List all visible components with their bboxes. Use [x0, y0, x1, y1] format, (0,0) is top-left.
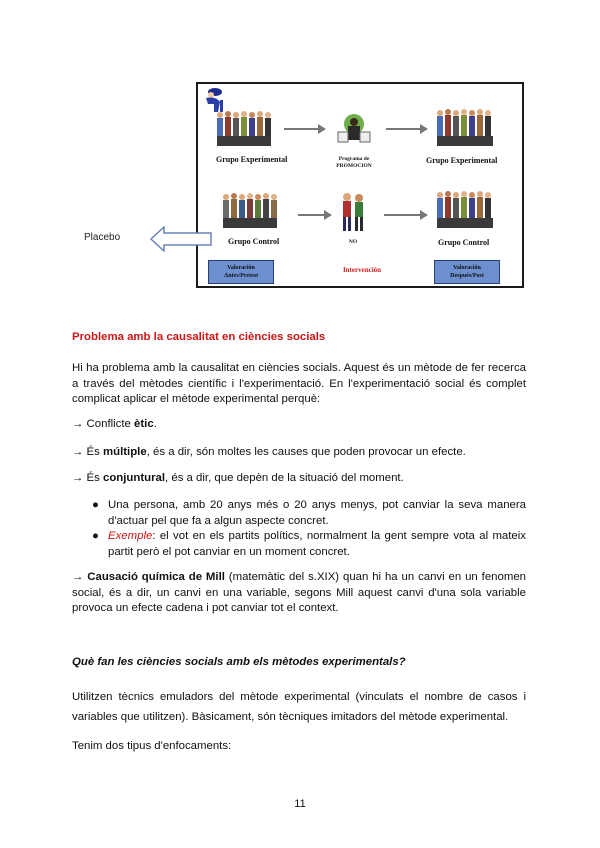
intro-paragraph: Hi ha problema amb la causalitat en ciències socials. Aquest és un mètode de fer recerca a través del mètodes científic i l'experimentació. En l'experimentació social és complet complicat aplicar el mètode experimental perquè:	[72, 362, 526, 405]
item-conjuntural: → És conjuntural, és a dir, que depèn de la situació del moment.	[72, 472, 404, 484]
program-icon	[334, 112, 374, 150]
enfocaments-line: Tenim dos tipus d'enfocaments:	[72, 740, 232, 752]
arrow-left-icon	[150, 226, 212, 252]
experimental-design-figure	[196, 82, 524, 288]
grupo-control-label-left: Grupo Control	[228, 237, 280, 246]
control-group-crowd-right	[434, 190, 498, 234]
programa-label: Programa de PROMOCION	[336, 156, 372, 169]
bullet-list	[92, 498, 526, 560]
section-heading-metodes: Què fan les ciències socials amb els mètodes experimentals?	[72, 656, 406, 668]
grupo-experimental-label-right: Grupo Experimental	[426, 156, 498, 165]
placebo-label: Placebo	[84, 232, 121, 243]
no-label: NO	[348, 239, 358, 245]
arrow-right-icon	[298, 210, 332, 220]
bullet-icon: ●	[92, 530, 99, 542]
grupo-control-label-right: Grupo Control	[438, 238, 490, 247]
valoracion-despues-box: Valoración Después/Post	[434, 260, 500, 284]
two-people-icon	[338, 192, 368, 234]
metodes-paragraph: Utilitzen tècnics emuladors del mètode experimental (vinculats el nombre de casos i variables que utilitzen). Bàsicament, són tècniques imitadors del mètode experimental.	[72, 691, 526, 723]
item-multiple: → És múltiple, és a dir, són moltes les causes que poden provocar un efecte.	[72, 446, 466, 458]
arrow-right-icon	[284, 124, 326, 134]
section-heading-causalitat: Problema amb la causalitat en ciències socials	[72, 331, 326, 343]
bullet-icon: ●	[92, 499, 99, 511]
list-item: ● Exemple: el vot en els partits polítics, normalment la gent sempre vota al mateix partit però el pot canviar en un moment concret.	[92, 530, 526, 558]
arrow-right-icon	[386, 124, 428, 134]
list-item: ● Una persona, amb 20 anys més o 20 anys menys, pot canviar la seva manera d'actuar pel que fa a algun aspecte concret.	[92, 499, 526, 527]
intervencion-label: Intervención	[342, 266, 382, 274]
item-etic: → Conflicte ètic.	[72, 418, 157, 430]
mill-paragraph: → Causació química de Mill (matemàtic del s.XIX) quan hi ha un canvi en un fenomen social, és a dir, un canvi en una variable, segons Mill aquest canvi d'una sola variable provoca un efecte cadena i pot canviar tot el context.	[72, 571, 526, 614]
experimental-group-crowd-right	[434, 108, 498, 152]
valoracion-antes-box: Valoración Antes/Pretest	[208, 260, 274, 284]
experimental-group-crowd-left	[214, 110, 274, 150]
arrow-right-icon	[384, 210, 428, 220]
grupo-experimental-label-left: Grupo Experimental	[216, 155, 288, 164]
control-group-crowd-left	[220, 192, 280, 232]
page-number: 11	[294, 798, 306, 810]
